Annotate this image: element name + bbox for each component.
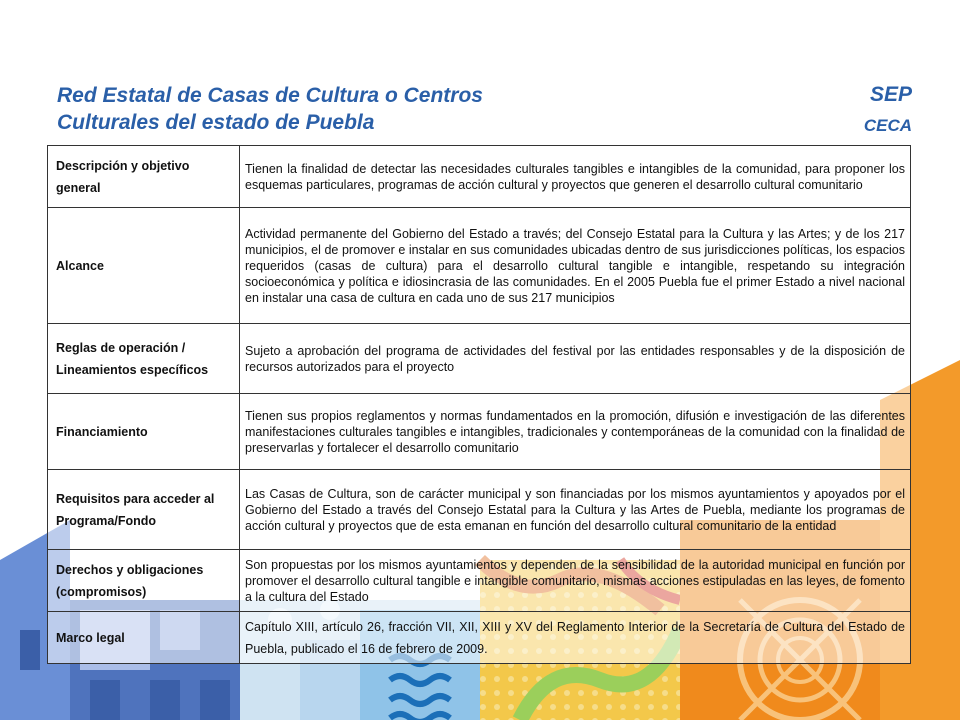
row-label: Marco legal — [48, 612, 240, 664]
row-label: Financiamiento — [48, 394, 240, 470]
table-row — [48, 470, 911, 550]
row-text: Son propuestas por los mismos ayuntamientos y dependen de la sensibilidad de la autoridad municipal en función por promover el desarrollo cultural tangible e intangible comunitario, mismas acciones estipuladas en las leyes, de fomento a la cultura del Estado — [240, 550, 911, 612]
row-label: Requisitos para acceder al Programa/Fondo — [48, 470, 240, 550]
page-title — [57, 82, 597, 136]
row-text: Actividad permanente del Gobierno del Estado a través; del Consejo Estatal para la Cultura y las Artes; y de los 217 municipios, el de promover e instalar en sus comunidades ubicadas dentro de sus jurisdicciones políticas, los espacios requeridos (casas de cultura) para el desarrollo cultural tangible e intangible, respetando su integración socioeconómica y política e idiosincrasia de las comunidades. En el 2005 Puebla fue el primer Estado a nivel nacional en instalar una casa de cultura en cada uno de sus 217 municipios — [240, 208, 911, 324]
table-row — [48, 208, 911, 324]
table-row — [48, 612, 911, 664]
row-text: Tienen la finalidad de detectar las necesidades culturales tangibles e intangibles de la comunidad, para proponer los esquemas particulares, programas de acción cultural y proyectos que generen el desarrollo cultural comunitario — [240, 146, 911, 208]
table-row — [48, 394, 911, 470]
table-row — [48, 324, 911, 394]
row-text: Tienen sus propios reglamentos y normas fundamentados en la promoción, difusión e investigación de las diferentes manifestaciones culturales tangibles e intangibles, tradicionales y contemporáneas de la comunidad con la finalidad de preservarlas y fortalecer el desarrollo comunitario — [240, 394, 911, 470]
table-row — [48, 146, 911, 208]
title-line-2: Culturales del estado de Puebla — [57, 111, 375, 134]
row-label: Alcance — [48, 208, 240, 324]
row-label: Reglas de operación / Lineamientos específicos — [48, 324, 240, 394]
row-text: Sujeto a aprobación del programa de actividades del festival por las entidades responsables y de la disposición de recursos autorizados para el proyecto — [240, 324, 911, 394]
row-text: Capítulo XIII, artículo 26, fracción VII, XII, XIII y XV del Reglamento Interior de la Secretaría de Cultura del Estado de Puebla, publicado el 16 de febrero de 2009. — [240, 612, 911, 664]
program-info-table — [47, 145, 911, 664]
row-label: Derechos y obligaciones (compromisos) — [48, 550, 240, 612]
table-row — [48, 550, 911, 612]
org-sep: SEP — [869, 83, 912, 106]
row-label: Descripción y objetivo general — [48, 146, 240, 208]
row-text: Las Casas de Cultura, son de carácter municipal y son financiadas por los mismos ayuntamientos y apoyados por el Gobierno del Estado a través del Consejo Estatal para la Cultura y las Artes de Puebla, mediante los programas de acción cultural y proyectos que de esta emanan en función del desarrollo cultural comunitario de la entidad — [240, 470, 911, 550]
title-line-1: Red Estatal de Casas de Cultura o Centros — [57, 84, 483, 107]
org-ceca: CECA — [863, 116, 912, 135]
